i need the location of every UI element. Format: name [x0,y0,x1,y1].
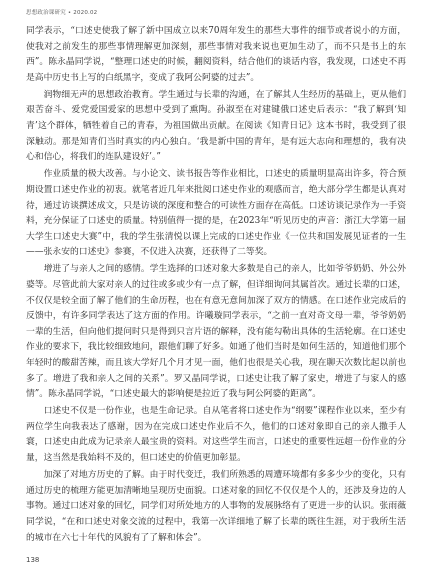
paragraph: 加深了对地方历史的了解。由于时代变迁，我们所熟悉的周遭环境都有多多少少的变化，只有通过历史的梳理方能更加清晰地呈现历史面貌。口述对象的回忆不仅仅是个人的，还涉及身边的人事物。通过口述对象的回忆，同学们对所处地方的人事物的发展脉络有了更进一步的认识。张雨薇同学说，“在和口述史对象交流的过程中，我第一次详细地了解了长辈的既往生涯，对于我所生活的城市在六七十年代的风貌有了了解和体会”。 [26,470,406,543]
paragraph: 润物细无声的思想政治教育。学生通过与长辈的沟通，在了解其人生经历的基础上，更从他们艰苦奋斗、爱党爱国爱家的思想中受到了熏陶。孙淑至在对建键俄口述史后表示：“我了解到‘知青’这个群体，牺牲着自己的青春，为祖国做出贡献。在阅读《知青日记》这本书时，我受到了很深触动。那是知青们当时真实的内心独白。‘我是新中国的青年，是有远大志向和理想的，我有决心和信心，将我们的连队建设好’。” [26,89,406,163]
article-body [26,24,406,548]
paragraph: 同学表示，“口述史使我了解了新中国成立以来70周年发生的那些大事件的细节或者说小的方面，使我对之前发生的那些事情理解更加深刻，那些事情对我来说也更加生动了，而不只是书上的东西”。陈永晶同学说，“整理口述史的时候，翻阅资料，结合他们的谈话内容，我发现，口述史不再是高中历史书上写的白纸黑字，变成了我阿公阿婆的过去”。 [26,26,406,83]
paragraph: 口述史不仅是一份作业，也是生命记录。自从笔者将口述史作为“纲要”课程作业以来，至少有两位学生向我表达了感谢，因为在完成口述史作业后不久，他们的口述对象即自己的亲人撒手人寰，口述史由此成为记录亲人最宝贵的资料。对这些学生而言，口述史的重要性远超一份作业的分量，这当然是我始料不及的，但口述史的价值更加彰显。 [26,406,406,464]
page-number: 138 [26,556,40,564]
paragraph: 作业质量的极大改善。与小论文、读书报告等作业相比，口述史的质量明显高出许多，符合预期设置口述史作业的初衷。就笔者近几年来批阅口述史作业的观感而言，绝大部分学生都是认真对待，通过访谈撰述成文，只是访谈的深度和整合的可读性方面存在高低。口述访谈记录作为一手资料，充分保证了口述史的质量。特别值得一提的是，在2023年“听见历史的声音：浙江大学第一届大学生口述史大赛”中，我的学生张清悦以课上完成的口述史作业《一位共和国发展见证者的一生——张永安的口述史》参赛，不仅进入决赛，还获得了二等奖。 [26,169,406,258]
running-header: 思想政治课研究 • 2020.02 [26,10,98,16]
paragraph: 增进了与亲人之间的感情。学生选择的口述对象大多数是自己的亲人，比如爷爷奶奶、外公外婆等。尽管此前大家对亲人的过往或多或少有一点了解，但详细询问其属首次。通过长辈的口述，不仅仅是较全面了解了他们的生命历程，也在有意无意间加深了双方的情感。在口述作业完成后的反馈中，有许多同学表达了这方面的作用。许曦璇同学表示，“之前一直对奇文母一辈，爷爷奶奶一辈的生活，但向他们提问时只是得到只言片语的解释，没有能勾勒出具体的生活轮廓。在口述史作业的要求下，我比较细致地问，跟他们聊了好多。如通了他们当时是如何生活的，知道他们那个年轻时的酸甜苦辣，而且该大学好几个月才见一面，他们也很是关心我，现在聊天次数比起以前也多了。增进了我和亲人之间的关系”。罗又晶同学说，口述史让我了解了家史，增进了与家人的感情”。陈永晶同学说，“口述史最大的影响便是拉近了我与阿公阿婆的距离”。 [26,264,406,400]
